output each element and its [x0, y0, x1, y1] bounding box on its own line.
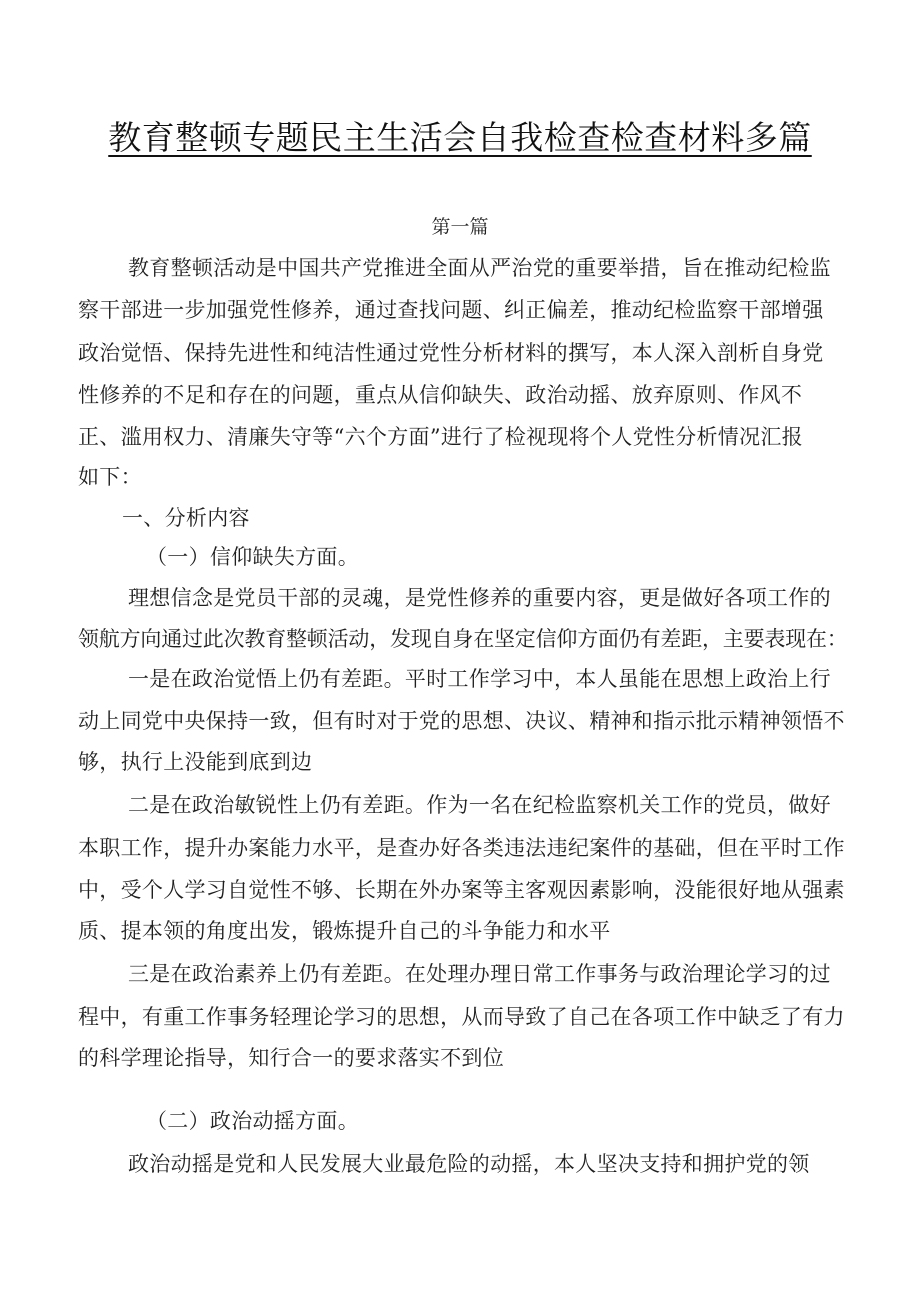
- paragraph-line: 质、提本领的角度出发，锻炼提升自己的斗争能力和水平: [78, 919, 611, 943]
- document-title: 教育整顿专题民主生活会自我检查检查材料多篇: [108, 118, 812, 157]
- section-label: 第一篇: [431, 216, 489, 238]
- paragraph-line: 如下：: [78, 465, 142, 489]
- paragraph-line: 政治动摇是党和人民发展大业最危险的动摇，本人坚决支持和拥护党的领: [128, 1152, 810, 1176]
- paragraph-line: 三是在政治素养上仍有差距。在处理办理日常工作事务与政治理论学习的过: [128, 962, 831, 986]
- paragraph-line: 性修养的不足和存在的问题，重点从信仰缺失、政治动摇、放弃原则、作风不: [78, 383, 803, 407]
- paragraph-line: 的科学理论指导，知行合一的要求落实不到位: [78, 1046, 504, 1070]
- subsection-heading: （一）信仰缺失方面。: [146, 545, 359, 569]
- paragraph-line: 理想信念是党员干部的灵魂，是党性修养的重要内容，更是做好各项工作的: [128, 586, 831, 610]
- paragraph-line: 二是在政治敏锐性上仍有差距。作为一名在纪检监察机关工作的党员，做好: [128, 793, 831, 817]
- subsection-heading: （二）政治动摇方面。: [146, 1109, 359, 1133]
- paragraph-line: 一是在政治觉悟上仍有差距。平时工作学习中，本人虽能在思想上政治上行: [128, 667, 831, 691]
- paragraph-line: 本职工作，提升办案能力水平，是查办好各类违法违纪案件的基础，但在平时工作: [78, 836, 845, 860]
- paragraph-line: 中，受个人学习自觉性不够、长期在外办案等主客观因素影响，没能很好地从强素: [78, 878, 845, 902]
- paragraph-line: 程中，有重工作事务轻理论学习的思想，从而导致了自己在各项工作中缺乏了有力: [78, 1005, 845, 1029]
- section-heading: 一、分析内容: [122, 506, 250, 530]
- paragraph-line: 动上同党中央保持一致，但有时对于党的思想、决议、精神和指示批示精神领悟不: [78, 709, 845, 733]
- paragraph-line: 正、滥用权力、清廉失守等“六个方面”进行了检视现将个人党性分析情况汇报: [78, 425, 803, 449]
- paragraph-line: 政治觉悟、保持先进性和纯洁性通过党性分析材料的撰写，本人深入剖析自身党: [78, 341, 824, 365]
- paragraph-line: 够，执行上没能到底到边: [78, 750, 313, 774]
- paragraph-line: 教育整顿活动是中国共产党推进全面从严治党的重要举措，旨在推动纪检监: [128, 256, 831, 280]
- paragraph-line: 领航方向通过此次教育整顿活动，发现自身在坚定信仰方面仍有差距，主要表现在：: [78, 627, 848, 651]
- paragraph-line: 察干部进一步加强党性修养，通过查找问题、纠正偏差，推动纪检监察干部增强: [78, 298, 824, 322]
